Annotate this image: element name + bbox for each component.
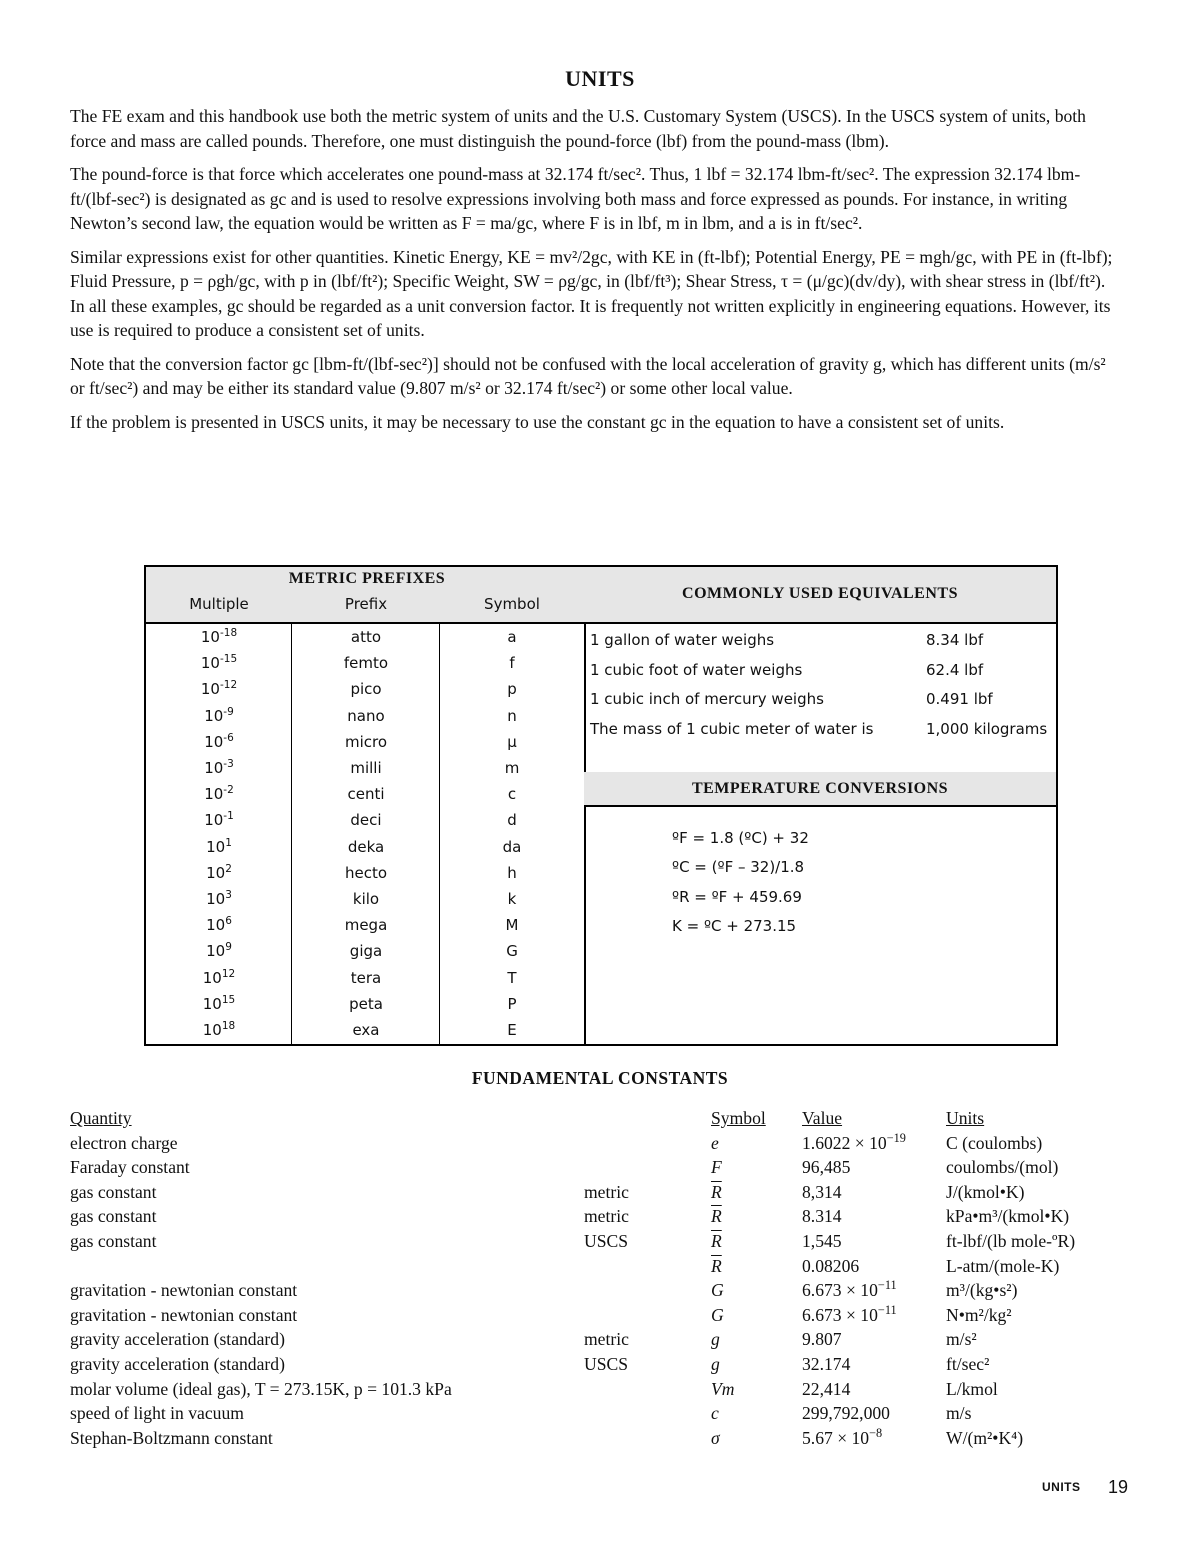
multiple-exponent: -2 (223, 784, 234, 797)
constant-row (70, 1182, 1130, 1207)
equivalent-row (590, 690, 1056, 720)
constant-value-exponent: −11 (877, 1278, 897, 1293)
symbol-cell: P (507, 994, 517, 1013)
constant-value (802, 1231, 842, 1252)
prefix-row (146, 864, 584, 890)
multiple-base: 10 (200, 680, 220, 699)
prefix-cell: femto (343, 654, 389, 673)
prefix-row (146, 785, 584, 811)
constant-quantity: speed of light in vacuum (70, 1403, 244, 1424)
constant-units: ft-lbf/(lb mole-ºR) (946, 1231, 1076, 1251)
symbol-cell: M (505, 916, 519, 935)
multiple-base: 10 (202, 1021, 222, 1039)
equivalent-row (590, 631, 1056, 661)
multiple-cell (146, 654, 292, 672)
constant-quantity: gravity acceleration (standard) (70, 1329, 285, 1350)
multiple-cell (146, 864, 292, 882)
multiple-exponent: -1 (223, 810, 234, 823)
constant-row (70, 1379, 1130, 1404)
constant-value (802, 1403, 890, 1424)
multiple-exponent: 15 (221, 993, 236, 1006)
constant-symbol: c (711, 1403, 719, 1424)
constant-quantity: molar volume (ideal gas), T = 273.15K, p = 101.3 kPa (70, 1378, 452, 1399)
equivalent-item: 1 cubic foot of water weighs (590, 660, 803, 679)
multiple-exponent: 12 (221, 967, 236, 980)
multiple-exponent: -6 (223, 731, 234, 744)
constant-value-base: 8.314 (802, 1206, 842, 1227)
multiple-base: 10 (202, 968, 222, 987)
constant-row (70, 1425, 1130, 1453)
constant-value (802, 1206, 842, 1227)
constant-value-base: 96,485 (802, 1157, 851, 1178)
multiple-cell (146, 811, 292, 829)
page-title: UNITS (565, 66, 635, 91)
equivalent-item: The mass of 1 cubic meter of water is (590, 719, 874, 738)
page-number: 19 (1108, 1477, 1129, 1497)
symbol-cell: h (507, 863, 517, 882)
constant-value-exponent: −8 (869, 1425, 883, 1440)
constant-symbol: G (711, 1280, 724, 1301)
equivalent-item: 1 cubic inch of mercury weighs (590, 690, 824, 708)
prefix-row (146, 838, 584, 864)
constant-value (802, 1425, 883, 1449)
constant-units: L/kmol (946, 1378, 998, 1399)
constant-value (802, 1256, 859, 1277)
column-header-multiple: Multiple (189, 595, 249, 613)
metric-prefixes-header (146, 567, 584, 624)
constant-units: W/(m²•K⁴) (946, 1427, 1024, 1448)
constant-quantity: gas constant (70, 1206, 157, 1227)
header-symbol: Symbol (711, 1108, 766, 1128)
multiple-base: 10 (204, 759, 224, 777)
multiple-base: 10 (206, 942, 226, 961)
multiple-cell (146, 995, 292, 1013)
constant-value (802, 1329, 842, 1350)
constant-value-base: 1.6022 × 10 (802, 1132, 887, 1153)
multiple-cell (146, 916, 292, 934)
constant-symbol: $\overline{R}$ (711, 1181, 722, 1202)
constant-value-base: 9.807 (802, 1329, 842, 1350)
prefix-cell: mega (344, 916, 388, 935)
multiple-base: 10 (206, 890, 226, 908)
multiple-cell (146, 1021, 292, 1039)
constants-header-row (70, 1108, 1130, 1133)
prefix-cell: peta (349, 994, 383, 1013)
column-header-prefix: Prefix (344, 595, 388, 613)
multiple-exponent: 1 (225, 836, 232, 849)
constant-row (70, 1206, 1130, 1231)
multiple-cell (146, 969, 292, 987)
multiple-exponent: -12 (219, 679, 238, 692)
constant-value-base: 299,792,000 (802, 1403, 890, 1424)
equivalent-item: 1 gallon of water weighs (590, 631, 775, 649)
multiple-exponent: 9 (225, 941, 232, 954)
equivalent-value: 1,000 kilograms (926, 719, 1048, 738)
intro-paragraph-4: Note that the conversion factor gc [lbm-ft/(lbf-sec²)] should not be confused with the local acceleration of gravity g, which has different units (m/s² or ft/sec²) and may be either its standard value (9.807 m/s² or 32.174 ft/sec²) or some other local value. (70, 353, 1106, 398)
prefix-row (146, 759, 584, 785)
constant-value-base: 1,545 (802, 1231, 842, 1251)
constant-value (802, 1157, 850, 1178)
prefix-cell: pico (350, 680, 382, 699)
temperature-title: TEMPERATURE CONVERSIONS (691, 780, 949, 797)
multiple-base: 10 (204, 732, 224, 751)
equivalents-title: COMMONLY USED EQUIVALENTS (682, 585, 958, 602)
constant-quantity: gravity acceleration (standard) (70, 1354, 285, 1374)
intro-text (70, 104, 1115, 443)
multiple-exponent: -18 (219, 627, 238, 639)
constant-row (70, 1302, 1130, 1330)
multiple-cell (146, 838, 292, 856)
prefix-row (146, 890, 584, 916)
prefix-cell: centi (347, 785, 385, 804)
multiple-cell (146, 628, 292, 646)
prefix-cell: hecto (344, 863, 388, 882)
multiple-cell (146, 890, 292, 908)
constant-value-base: 6.673 × 10 (802, 1304, 878, 1325)
symbol-cell: E (507, 1021, 517, 1039)
equivalents-and-temperature-panel (584, 565, 1058, 1046)
temperature-formula: ºC = (ºF – 32)/1.8 (672, 858, 805, 877)
constant-value-exponent: −19 (886, 1130, 906, 1145)
prefix-cell: milli (350, 759, 382, 777)
multiple-exponent: 18 (221, 1020, 236, 1032)
constant-units: L-atm/(mole-K) (946, 1255, 1060, 1276)
prefix-cell: nano (347, 706, 385, 725)
prefix-row (146, 916, 584, 942)
constant-units: ft/sec² (946, 1354, 990, 1374)
constant-symbol: g (711, 1329, 720, 1350)
prefix-cell: deka (347, 837, 385, 856)
constant-quantity: gas constant (70, 1181, 157, 1202)
multiple-cell (146, 785, 292, 803)
multiple-base: 10 (206, 837, 226, 856)
constant-value (802, 1130, 906, 1154)
constant-row (70, 1231, 1130, 1256)
constant-quantity: gravitation - newtonian constant (70, 1280, 298, 1301)
multiple-base: 10 (206, 863, 226, 882)
constant-value-base: 5.67 × 10 (802, 1427, 870, 1448)
prefix-row (146, 995, 584, 1021)
prefix-row (146, 969, 584, 995)
constant-row (70, 1354, 1130, 1379)
multiple-base: 10 (200, 654, 220, 673)
symbol-cell: m (504, 759, 520, 777)
multiple-cell (146, 942, 292, 960)
metric-prefixes-body (146, 624, 584, 1044)
multiple-base: 10 (202, 994, 222, 1013)
constant-value (802, 1182, 842, 1203)
symbol-cell: d (507, 811, 517, 830)
constant-row (70, 1256, 1130, 1281)
constant-symbol: e (711, 1132, 719, 1153)
multiple-cell (146, 759, 292, 777)
equivalent-value: 0.491 lbf (926, 690, 993, 708)
prefix-cell: tera (350, 968, 382, 987)
multiple-base: 10 (204, 706, 224, 725)
prefix-cell: micro (344, 732, 388, 751)
prefix-cell: kilo (352, 890, 380, 908)
constant-symbol: $\overline{R}$ (711, 1255, 722, 1276)
constant-value (802, 1302, 897, 1326)
constant-units: J/(kmol•K) (946, 1181, 1025, 1202)
prefix-cell: giga (349, 942, 383, 961)
multiple-cell (146, 680, 292, 698)
symbol-cell: G (506, 942, 518, 961)
constant-value-base: 32.174 (802, 1354, 851, 1374)
prefix-cell: exa (352, 1021, 380, 1039)
constant-value (802, 1280, 897, 1301)
header-value: Value (802, 1108, 843, 1128)
constants-title: FUNDAMENTAL CONSTANTS (471, 1068, 729, 1088)
constant-units: C (coulombs) (946, 1132, 1043, 1153)
multiple-cell (146, 733, 292, 751)
prefix-row (146, 707, 584, 733)
constant-units: N•m²/kg² (946, 1304, 1012, 1325)
multiple-exponent: 3 (225, 889, 232, 901)
multiple-base: 10 (204, 811, 224, 830)
equivalent-row (590, 720, 1056, 750)
multiple-base: 10 (200, 628, 220, 646)
constant-symbol: g (711, 1354, 720, 1374)
symbol-cell: μ (507, 732, 517, 751)
constant-quantity: electron charge (70, 1132, 178, 1153)
constant-value-base: 0.08206 (802, 1255, 860, 1276)
footer-section-label: UNITS (1042, 1480, 1081, 1494)
multiple-exponent: 2 (225, 862, 232, 875)
constant-row (70, 1280, 1130, 1305)
intro-paragraph-5: If the problem is presented in USCS units, it may be necessary to use the constant gc in the equation to have a consistent set of units. (70, 411, 1005, 432)
temperature-formula: K = ºC + 273.15 (672, 916, 797, 935)
multiple-base: 10 (204, 785, 224, 804)
symbol-cell: c (507, 785, 517, 804)
constant-units: coulombs/(mol) (946, 1157, 1059, 1178)
multiple-exponent: -9 (223, 705, 234, 718)
constant-units: m/s (946, 1403, 972, 1424)
constant-value-exponent: −11 (877, 1302, 897, 1317)
temperature-formula: ºR = ºF + 459.69 (672, 887, 802, 906)
equivalent-value: 8.34 lbf (926, 631, 984, 649)
metric-prefixes-table (144, 565, 586, 1046)
symbol-cell: a (507, 628, 517, 646)
constant-quantity: Faraday constant (70, 1157, 190, 1178)
multiple-exponent: -3 (223, 758, 234, 770)
prefix-row (146, 811, 584, 837)
equivalent-row (590, 661, 1056, 691)
constant-row (70, 1329, 1130, 1354)
multiple-exponent: 6 (225, 915, 232, 928)
prefix-cell: atto (350, 628, 382, 646)
constant-symbol: $\overline{R}$ (711, 1206, 722, 1227)
prefix-row (146, 733, 584, 759)
constant-row (70, 1130, 1130, 1158)
symbol-cell: p (507, 680, 517, 699)
symbol-cell: k (507, 890, 517, 908)
temperature-header (584, 772, 1056, 807)
constant-system: metric (584, 1181, 629, 1202)
multiple-base: 10 (206, 916, 226, 935)
constant-value (802, 1354, 850, 1375)
constant-quantity: gravitation - newtonian constant (70, 1304, 298, 1325)
constant-quantity: gas constant (70, 1231, 157, 1251)
equivalents-header (584, 567, 1056, 624)
constant-row (70, 1157, 1130, 1182)
intro-paragraph-3: Similar expressions exist for other quantities. Kinetic Energy, KE = mv²/2gc, with KE in (ft-lbf); Potential Energy, PE = mgh/gc, with PE in (ft-lbf); Fluid Pressure, p = ρgh/gc, with p in (lbf/ft²); Specific Weight, SW = ρg/gc, in (lbf/ft³); Shear Stress, τ = (μ/gc)(dv/dy), with shear stress in (lbf/ft²). In all these examples, gc should be regarded as a unit conversion factor. It is frequently not written explicitly in engineering equations. However, its use is required to produce a consistent set of units. (70, 246, 1113, 340)
symbol-cell: f (509, 654, 515, 673)
constant-symbol: G (711, 1304, 724, 1325)
constant-symbol: F (711, 1157, 722, 1178)
temperature-formula: ºF = 1.8 (ºC) + 32 (672, 829, 809, 847)
constant-row (70, 1403, 1130, 1428)
prefix-cell: deci (350, 811, 382, 830)
constant-quantity: Stephan-Boltzmann constant (70, 1427, 273, 1448)
constant-symbol: σ (711, 1427, 720, 1448)
multiple-exponent: -15 (219, 653, 238, 666)
column-header-symbol: Symbol (484, 595, 540, 613)
constant-system: metric (584, 1329, 629, 1350)
symbol-cell: T (507, 968, 517, 987)
prefix-row (146, 1021, 584, 1047)
equivalent-value: 62.4 lbf (926, 660, 984, 679)
constant-symbol: $\overline{R}$ (711, 1231, 722, 1251)
constant-system: USCS (584, 1231, 629, 1251)
intro-paragraph-2: The pound-force is that force which accelerates one pound-mass at 32.174 ft/sec². Thus, 1 lbf = 32.174 lbm-ft/sec². The expression 32.174 lbm-ft/(lbf-sec²) is designated as gc and is used to resolve expressions involving both mass and force expressed as pounds. For instance, in writing Newton’s second law, the equation would be written as F = ma/gc, where F is in lbf, m in lbm, and a is in ft/sec². (70, 164, 1081, 233)
prefix-row (146, 680, 584, 706)
prefix-row (146, 942, 584, 968)
constant-system: metric (584, 1206, 629, 1227)
constant-symbol: Vm (711, 1378, 735, 1399)
constant-value-base: 8,314 (802, 1181, 842, 1202)
reference-tables (144, 565, 1058, 1047)
constant-units: kPa•m³/(kmol•K) (946, 1206, 1070, 1227)
constant-value (802, 1379, 850, 1400)
header-units: Units (946, 1108, 985, 1128)
symbol-cell: n (507, 706, 517, 725)
metric-prefixes-title: METRIC PREFIXES (288, 570, 446, 587)
constant-value-base: 6.673 × 10 (802, 1280, 878, 1301)
prefix-row (146, 654, 584, 680)
symbol-cell: da (502, 837, 522, 856)
multiple-cell (146, 707, 292, 725)
intro-paragraph-1: The FE exam and this handbook use both the metric system of units and the U.S. Customary System (USCS). In the USCS system of units, both force and mass are called pounds. Therefore, one must distinguish the pound-force (lbf) from the pound-mass (lbm). (70, 106, 1086, 151)
constant-system: USCS (584, 1354, 629, 1374)
header-quantity: Quantity (70, 1108, 132, 1128)
constant-units: m/s² (946, 1329, 977, 1350)
constant-units: m³/(kg•s²) (946, 1280, 1018, 1301)
prefix-row (146, 628, 584, 654)
constant-value-base: 22,414 (802, 1378, 851, 1399)
